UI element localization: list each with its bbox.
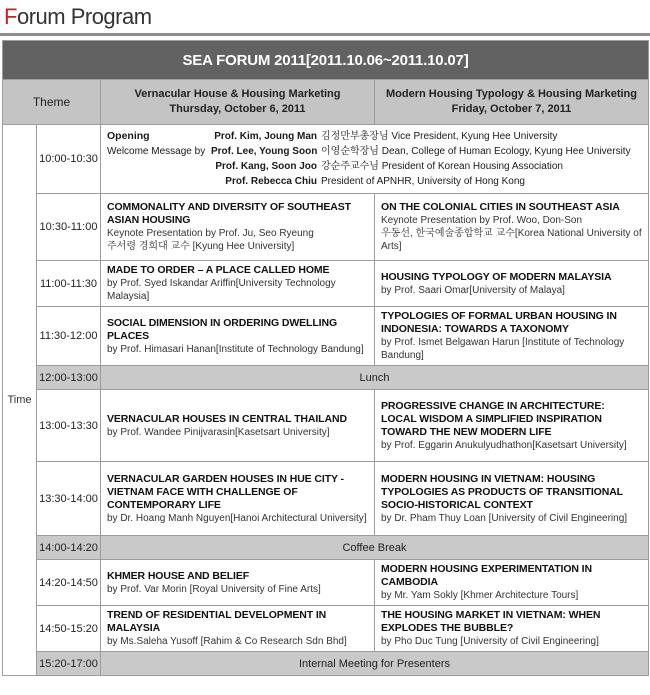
- session-time: 10:30-11:00: [37, 194, 101, 261]
- welcome-speaker: [211, 129, 631, 144]
- page-title: [4, 4, 152, 30]
- time-label: Time: [3, 125, 37, 676]
- break-label: Lunch: [101, 366, 649, 390]
- welcome-speakers: [211, 129, 631, 189]
- page-title-rest: orum Program: [16, 4, 152, 29]
- session-title: COMMONALITY AND DIVERSITY OF SOUTHEAST ASIAN HOUSING: [107, 201, 351, 226]
- session-title: MADE TO ORDER – A PLACE CALLED HOME: [107, 264, 330, 276]
- theme-row: [3, 80, 649, 125]
- session-title: KHMER HOUSE AND BELIEF: [107, 569, 250, 582]
- session-presenter: by Prof. Ismet Belgawan Harun [Institute of Technology Bandung]: [381, 337, 625, 361]
- day1-session: [101, 560, 375, 606]
- day2-date: Friday, October 7, 2011: [451, 103, 572, 115]
- session-title: VERNACULAR GARDEN HOUSES IN HUE CITY - VIETNAM FACE WITH CHALLENGE OF CONTEMPORARY LIFE: [107, 472, 344, 511]
- session-time: 13:00-13:30: [37, 390, 101, 462]
- opening-row: [3, 125, 649, 194]
- session-title: TYPOLOGIES OF FORMAL URBAN HOUSING IN INDONESIA: TOWARDS A TAXONOMY: [381, 310, 617, 335]
- session-presenter: Keynote Presentation by Prof. Ju, Seo Ryeung: [107, 228, 314, 239]
- session-title: MODERN HOUSING EXPERIMENTATION IN CAMBODIA: [381, 563, 592, 588]
- session-row: [3, 390, 649, 462]
- forum-title-row: [3, 41, 649, 80]
- opening-cell: [101, 125, 649, 194]
- opening-time: 10:00-10:30: [37, 125, 101, 194]
- session-presenter: 주서령 경희대 교수 [Kyung Hee University]: [107, 241, 295, 252]
- theme-label: Theme: [3, 80, 101, 125]
- welcome-speaker: [211, 159, 631, 174]
- session-time: 11:00-11:30: [37, 261, 101, 307]
- speaker-name: Prof. Kim, Joung Man: [214, 131, 317, 142]
- session-time: 14:20-14:50: [37, 560, 101, 606]
- page-header: [0, 0, 650, 36]
- session-row: [3, 606, 649, 652]
- opening-subtitle: Welcome Message by: [107, 146, 206, 157]
- welcome-speaker: [211, 144, 631, 159]
- speaker-name: Prof. Kang, Soon Joo: [215, 161, 317, 172]
- session-presenter: by Prof. Himasari Hanan[Institute of Technology Bandung]: [107, 343, 364, 355]
- speaker-role: 김정만부총장님 Vice President, Kyung Hee University: [321, 131, 558, 142]
- day1-session: [101, 462, 375, 536]
- day1-session: [101, 194, 375, 261]
- session-title: ON THE COLONIAL CITIES IN SOUTHEAST ASIA: [381, 201, 620, 213]
- session-row: [3, 307, 649, 366]
- session-presenter: 우동선, 한국예술종합학교 교수[Korea National University of Arts]: [381, 228, 642, 252]
- session-row: [3, 462, 649, 536]
- session-title: MODERN HOUSING IN VIETNAM: HOUSING TYPOLOGIES AS PRODUCTS OF TRANSITIONAL SOCIO-HISTORICAL CONTEXT: [381, 472, 623, 511]
- speaker-name: Prof. Rebecca Chiu: [225, 176, 317, 187]
- session-row: [3, 194, 649, 261]
- break-label: Coffee Break: [101, 536, 649, 560]
- session-row: [3, 560, 649, 606]
- session-presenter: by Mr. Yam Sokly [Khmer Architecture Tours]: [381, 590, 579, 601]
- session-row: [3, 261, 649, 307]
- speaker-role: 강순주교수님 President of Korean Housing Association: [321, 161, 563, 172]
- session-presenter: by Ms.Saleha Yusoff [Rahim & Co Research Sdn Bhd]: [107, 636, 347, 647]
- day1-session: [101, 606, 375, 652]
- day1-session: [101, 307, 375, 366]
- session-presenter: by Prof. Eggarin Anukulyudhathon[Kasetsart University]: [381, 439, 627, 451]
- speaker-name: Prof. Lee, Young Soon: [211, 146, 318, 157]
- opening-title: Opening: [107, 130, 150, 142]
- session-presenter: by Prof. Var Morin [Royal University of Fine Arts]: [107, 583, 321, 595]
- break-row: [3, 652, 649, 676]
- session-presenter: by Dr. Hoang Manh Nguyen[Hanoi Architectural University]: [107, 512, 367, 524]
- break-label: Internal Meeting for Presenters: [101, 652, 649, 676]
- session-presenter: Keynote Presentation by Prof. Woo, Don-Son: [381, 215, 583, 226]
- day1-date: Thursday, October 6, 2011: [169, 103, 306, 115]
- day1-header: [101, 80, 375, 125]
- speaker-role: 이영순학장님 Dean, College of Human Ecology, Kyung Hee University: [321, 146, 631, 157]
- session-presenter: by Prof. Wandee Pinijvarasin[Kasetsart University]: [107, 426, 330, 438]
- program-table: [2, 40, 649, 676]
- day2-session: [375, 261, 649, 307]
- session-presenter: by Prof. Syed Iskandar Ariffin[University Technology Malaysia]: [107, 278, 336, 302]
- day2-session: [375, 390, 649, 462]
- session-title: SOCIAL DIMENSION IN ORDERING DWELLING PLACES: [107, 316, 338, 342]
- day2-session: [375, 560, 649, 606]
- day2-header: [375, 80, 649, 125]
- session-time: 12:00-13:00: [37, 366, 101, 390]
- session-time: 14:00-14:20: [37, 536, 101, 560]
- session-title: TREND OF RESIDENTIAL DEVELOPMENT IN MALAYSIA: [107, 609, 327, 634]
- day1-theme: Vernacular House & Housing Marketing: [134, 88, 341, 100]
- page-title-initial: F: [4, 4, 17, 29]
- session-time: 14:50-15:20: [37, 606, 101, 652]
- day2-session: [375, 606, 649, 652]
- session-presenter: by Prof. Saari Omar[University of Malaya]: [381, 284, 565, 296]
- session-title: HOUSING TYPOLOGY OF MODERN MALAYSIA: [381, 270, 612, 283]
- forum-title: SEA FORUM 2011[2011.10.06~2011.10.07]: [3, 41, 649, 80]
- day2-session: [375, 307, 649, 366]
- break-row: [3, 536, 649, 560]
- opening-block: [107, 129, 211, 159]
- session-presenter: by Pho Duc Tung [University of Civil Engineering]: [381, 636, 599, 647]
- day1-session: [101, 390, 375, 462]
- header-rule: [0, 33, 650, 36]
- day2-session: [375, 462, 649, 536]
- session-presenter: by Dr. Pham Thuy Loan [University of Civil Engineering]: [381, 512, 628, 524]
- speaker-role: President of APNHR, University of Hong Kong: [321, 176, 525, 187]
- session-time: 11:30-12:00: [37, 307, 101, 366]
- welcome-speaker: [211, 174, 631, 189]
- session-title: THE HOUSING MARKET IN VIETNAM: WHEN EXPLODES THE BUBBLE?: [381, 609, 601, 634]
- day2-session: [375, 194, 649, 261]
- break-row: [3, 366, 649, 390]
- session-title: PROGRESSIVE CHANGE IN ARCHITECTURE: LOCAL WISDOM A SIMPLIFIED INSPIRATION TOWARD THE NEW MODERN LIFE: [381, 399, 605, 438]
- session-title: VERNACULAR HOUSES IN CENTRAL THAILAND: [107, 412, 347, 425]
- session-time: 15:20-17:00: [37, 652, 101, 676]
- day1-session: [101, 261, 375, 307]
- day2-theme: Modern Housing Typology & Housing Marketing: [386, 88, 637, 100]
- session-time: 13:30-14:00: [37, 462, 101, 536]
